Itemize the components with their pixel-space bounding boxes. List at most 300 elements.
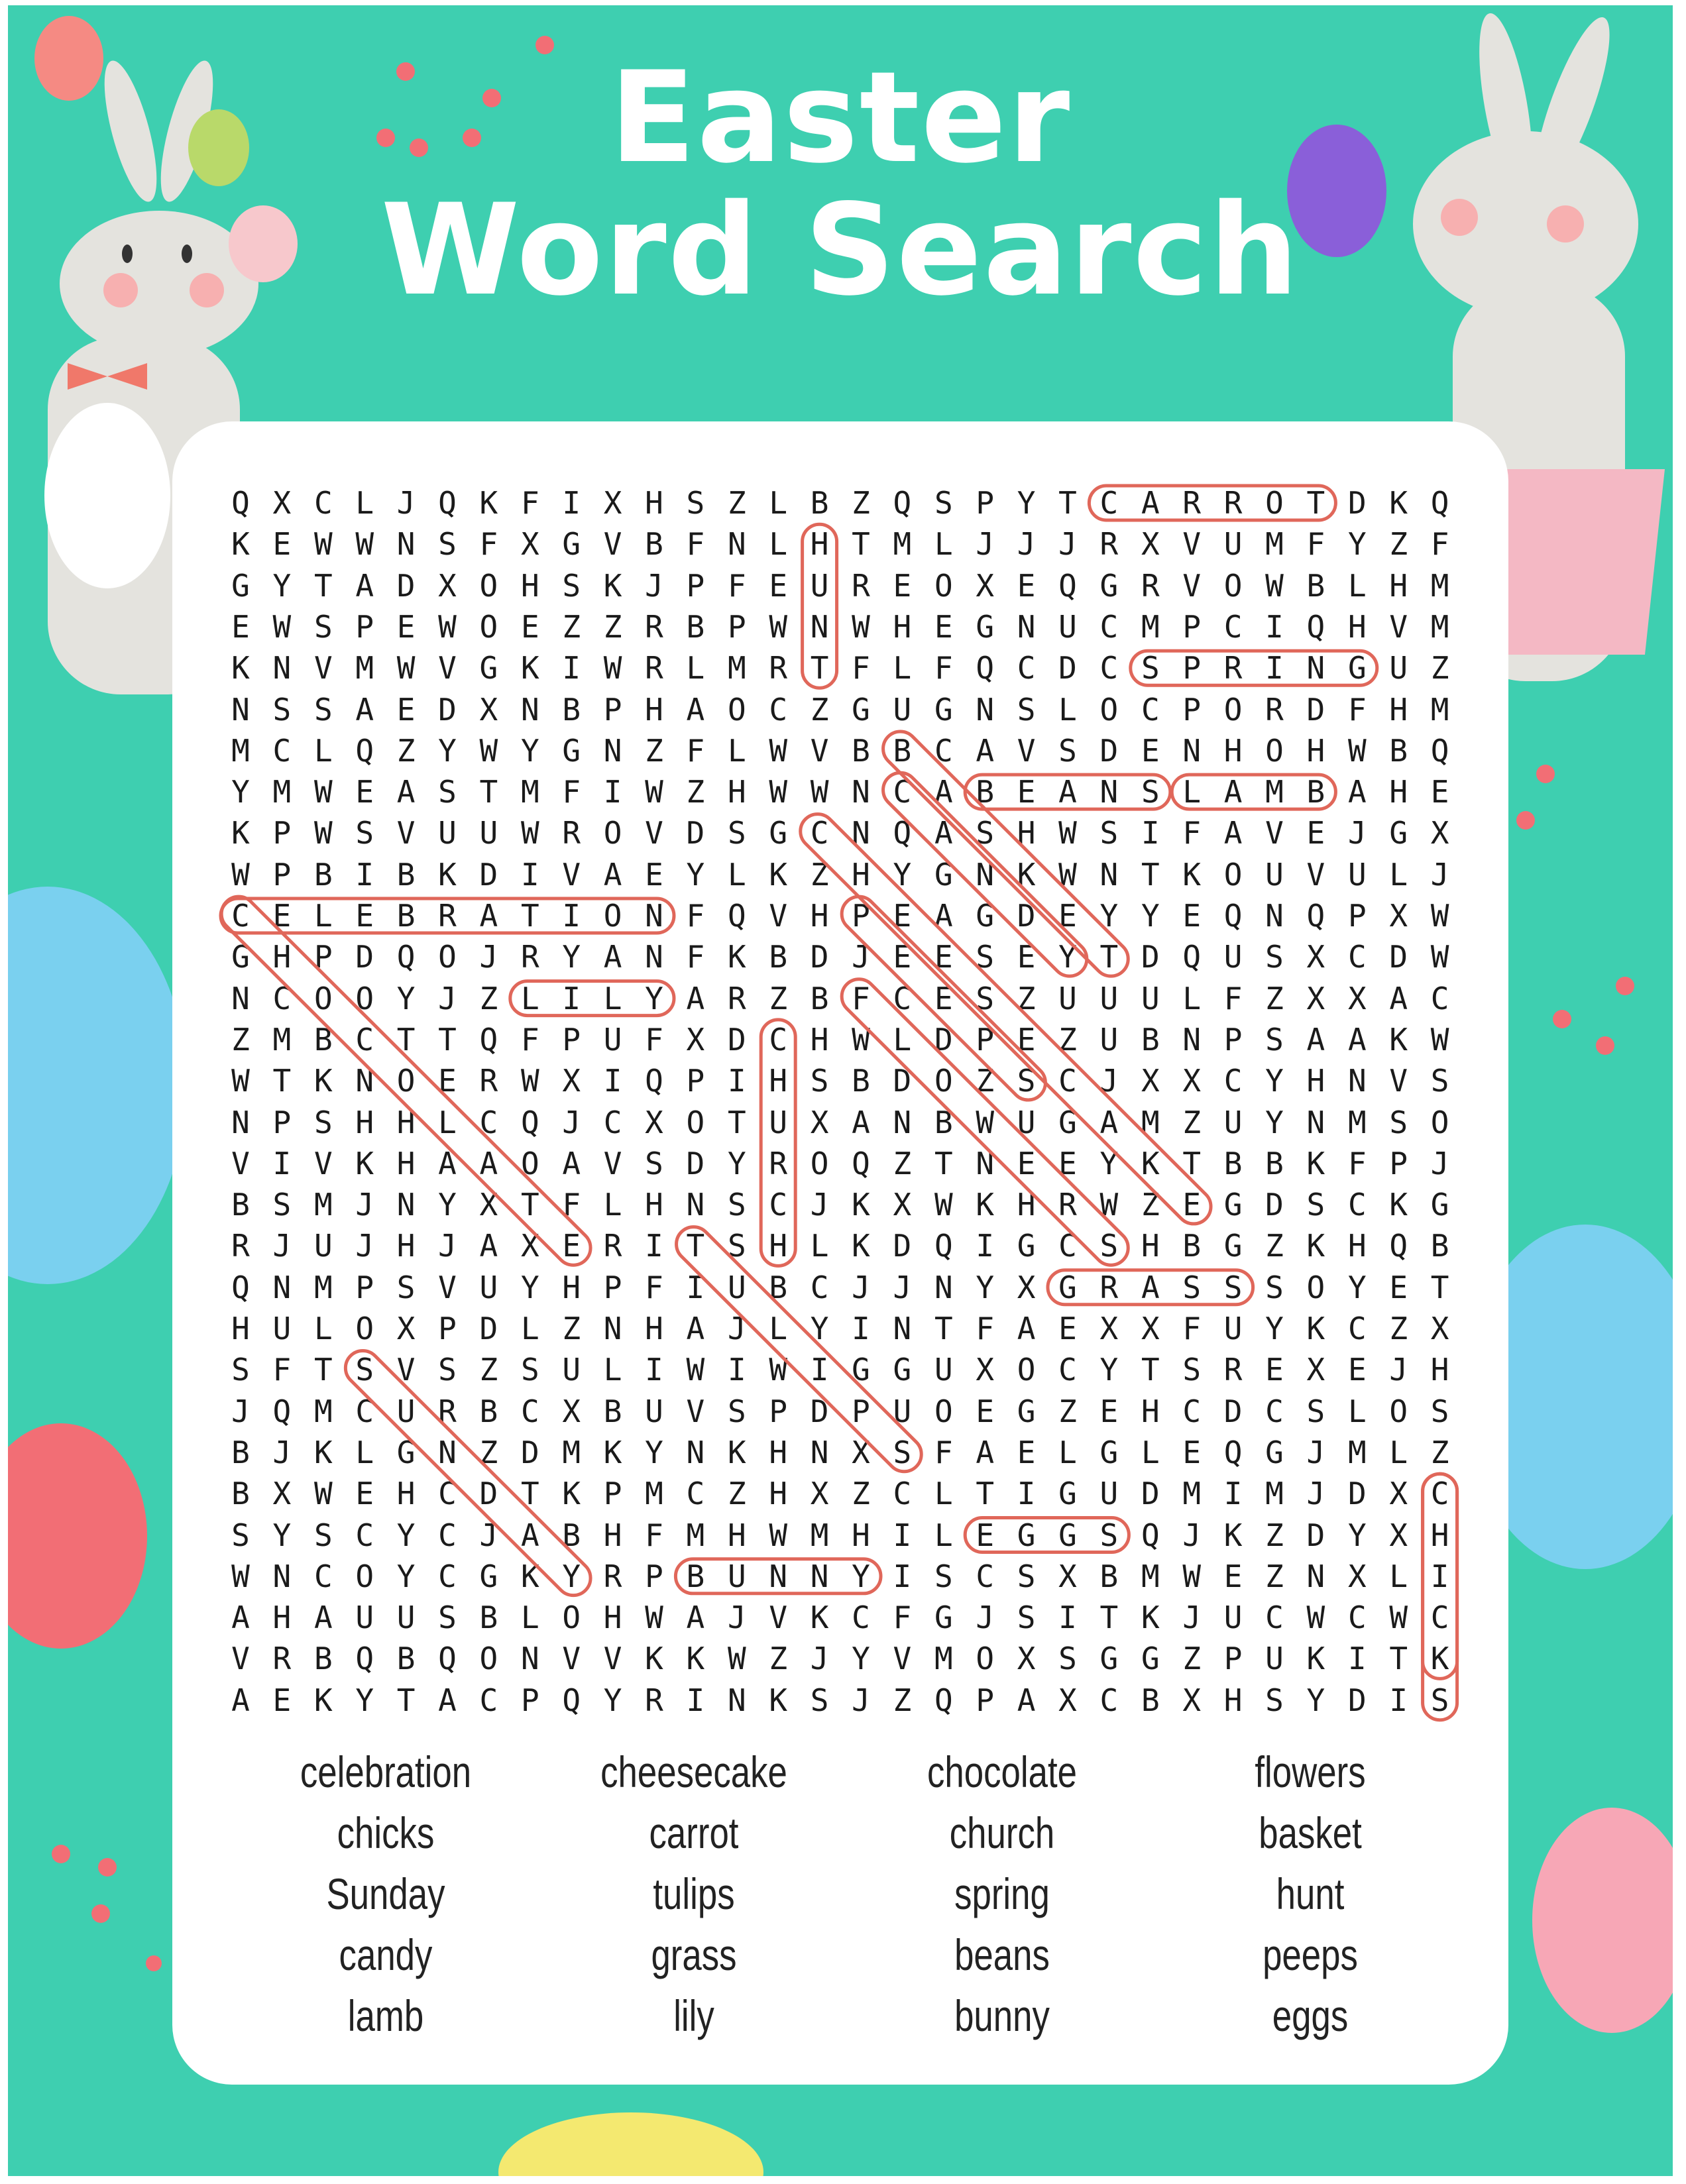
grid-letter[interactable]: X <box>852 1434 870 1470</box>
grid-letter[interactable]: U <box>438 815 457 851</box>
grid-letter[interactable]: F <box>1347 1145 1367 1181</box>
grid-letter[interactable]: F <box>645 1269 663 1305</box>
grid-letter[interactable]: K <box>1306 1228 1325 1264</box>
grid-letter[interactable]: F <box>1347 691 1367 728</box>
grid-letter[interactable]: H <box>1141 1228 1160 1264</box>
grid-letter[interactable]: W <box>852 1021 870 1058</box>
grid-letter[interactable]: C <box>686 1476 705 1512</box>
grid-letter[interactable]: H <box>645 485 663 521</box>
grid-letter[interactable]: K <box>727 939 746 975</box>
grid-letter[interactable]: Y <box>1347 1269 1367 1305</box>
grid-letter[interactable]: H <box>1017 1187 1036 1223</box>
grid-letter[interactable]: Y <box>976 1269 995 1305</box>
grid-letter[interactable]: P <box>727 608 746 645</box>
grid-letter[interactable]: A <box>479 1145 498 1181</box>
grid-letter[interactable]: P <box>852 898 870 934</box>
grid-letter[interactable]: G <box>562 732 581 769</box>
grid-letter[interactable]: A <box>479 898 498 934</box>
grid-letter[interactable]: N <box>810 1434 829 1470</box>
grid-letter[interactable]: C <box>313 485 333 521</box>
grid-letter[interactable]: S <box>562 567 581 604</box>
grid-letter[interactable]: I <box>893 1517 912 1553</box>
grid-letter[interactable]: J <box>1306 1434 1325 1470</box>
grid-letter[interactable]: C <box>893 980 912 1016</box>
grid-letter[interactable]: X <box>520 526 539 563</box>
grid-letter[interactable]: P <box>272 856 292 893</box>
grid-letter[interactable]: V <box>1389 608 1408 645</box>
grid-letter[interactable]: C <box>1430 1476 1449 1512</box>
grid-letter[interactable]: F <box>272 1352 292 1388</box>
grid-letter[interactable]: Q <box>1306 608 1325 645</box>
grid-letter[interactable]: J <box>976 526 995 563</box>
grid-letter[interactable]: K <box>1306 1145 1325 1181</box>
grid-letter[interactable]: E <box>1141 732 1160 769</box>
grid-letter[interactable]: A <box>1141 485 1160 521</box>
grid-letter[interactable]: H <box>893 608 912 645</box>
grid-letter[interactable]: W <box>769 608 788 645</box>
grid-letter[interactable]: F <box>1182 815 1202 851</box>
grid-letter[interactable]: W <box>1347 732 1367 769</box>
grid-letter[interactable]: K <box>313 1063 333 1099</box>
grid-letter[interactable]: O <box>934 567 953 604</box>
grid-letter[interactable]: P <box>976 485 995 521</box>
grid-letter[interactable]: Z <box>231 1021 250 1058</box>
grid-letter[interactable]: I <box>562 980 581 1016</box>
grid-letter[interactable]: B <box>1389 732 1408 769</box>
grid-letter[interactable]: Y <box>438 732 457 769</box>
grid-letter[interactable]: W <box>769 1352 788 1388</box>
grid-letter[interactable]: C <box>1430 1600 1449 1636</box>
grid-letter[interactable]: V <box>769 898 788 934</box>
grid-letter[interactable]: B <box>396 856 416 893</box>
grid-letter[interactable]: I <box>727 1352 746 1388</box>
grid-letter[interactable]: A <box>1389 980 1408 1016</box>
grid-letter[interactable]: D <box>438 691 457 728</box>
grid-letter[interactable]: D <box>1141 939 1160 975</box>
grid-letter[interactable]: E <box>355 898 374 934</box>
grid-letter[interactable]: Z <box>769 980 788 1016</box>
grid-letter[interactable]: W <box>1306 1600 1325 1636</box>
grid-letter[interactable]: O <box>396 1063 416 1099</box>
grid-letter[interactable]: Y <box>438 1187 457 1223</box>
grid-letter[interactable]: F <box>893 1600 912 1636</box>
grid-letter[interactable]: D <box>1347 1476 1367 1512</box>
grid-letter[interactable]: M <box>727 650 746 686</box>
grid-letter[interactable]: G <box>1099 567 1119 604</box>
grid-letter[interactable]: E <box>976 1393 995 1429</box>
grid-letter[interactable]: M <box>686 1517 705 1553</box>
grid-letter[interactable]: C <box>810 815 829 851</box>
grid-letter[interactable]: P <box>1347 898 1367 934</box>
grid-letter[interactable]: V <box>603 526 622 563</box>
grid-letter[interactable]: R <box>603 1558 622 1594</box>
grid-letter[interactable]: W <box>645 774 663 810</box>
grid-letter[interactable]: Y <box>810 1311 829 1346</box>
grid-letter[interactable]: D <box>1141 1476 1160 1512</box>
grid-letter[interactable]: G <box>231 939 250 975</box>
grid-letter[interactable]: M <box>1265 1476 1284 1512</box>
grid-letter[interactable]: S <box>1430 1682 1449 1718</box>
grid-letter[interactable]: E <box>1058 1145 1077 1181</box>
grid-letter[interactable]: D <box>396 567 416 604</box>
grid-letter[interactable]: C <box>438 1517 457 1553</box>
grid-letter[interactable]: X <box>1017 1641 1036 1677</box>
grid-letter[interactable]: G <box>1058 1476 1077 1512</box>
grid-letter[interactable]: H <box>396 1104 416 1140</box>
grid-letter[interactable]: X <box>1389 1517 1408 1553</box>
grid-letter[interactable]: P <box>1182 691 1202 728</box>
grid-letter[interactable]: S <box>1017 1600 1036 1636</box>
grid-letter[interactable]: L <box>893 650 912 686</box>
grid-letter[interactable]: Z <box>1182 1104 1202 1140</box>
grid-letter[interactable]: A <box>686 1311 705 1346</box>
grid-letter[interactable]: W <box>520 815 539 851</box>
grid-letter[interactable]: Q <box>934 1682 953 1718</box>
grid-letter[interactable]: S <box>1141 774 1160 810</box>
grid-letter[interactable]: J <box>852 1269 870 1305</box>
grid-letter[interactable]: Z <box>686 774 705 810</box>
grid-letter[interactable]: B <box>603 1393 622 1429</box>
grid-letter[interactable]: J <box>272 1434 292 1470</box>
grid-letter[interactable]: C <box>1347 1311 1367 1346</box>
grid-letter[interactable]: Z <box>479 1434 498 1470</box>
grid-letter[interactable]: Z <box>603 608 622 645</box>
grid-letter[interactable]: Z <box>1141 1187 1160 1223</box>
grid-letter[interactable]: H <box>727 774 746 810</box>
grid-letter[interactable]: J <box>438 1228 457 1264</box>
grid-letter[interactable]: V <box>769 1600 788 1636</box>
grid-letter[interactable]: R <box>1141 567 1160 604</box>
grid-letter[interactable]: H <box>810 526 829 563</box>
grid-letter[interactable]: G <box>976 898 995 934</box>
grid-letter[interactable]: Z <box>810 691 829 728</box>
grid-letter[interactable]: M <box>1347 1104 1367 1140</box>
grid-letter[interactable]: N <box>520 1641 539 1677</box>
grid-letter[interactable]: W <box>1430 1021 1449 1058</box>
grid-letter[interactable]: U <box>1099 1021 1119 1058</box>
grid-letter[interactable]: S <box>1306 1393 1325 1429</box>
grid-letter[interactable]: B <box>231 1434 250 1470</box>
grid-letter[interactable]: E <box>272 526 292 563</box>
grid-letter[interactable]: S <box>355 1352 374 1388</box>
grid-letter[interactable]: J <box>727 1311 746 1346</box>
grid-letter[interactable]: K <box>603 1434 622 1470</box>
grid-letter[interactable]: B <box>1141 1021 1160 1058</box>
grid-letter[interactable]: Y <box>562 1558 581 1594</box>
grid-letter[interactable]: M <box>1265 774 1284 810</box>
grid-letter[interactable]: E <box>1058 898 1077 934</box>
grid-letter[interactable]: Z <box>1430 650 1449 686</box>
grid-letter[interactable]: C <box>769 1187 788 1223</box>
grid-letter[interactable]: K <box>769 1682 788 1718</box>
grid-letter[interactable]: K <box>810 1600 829 1636</box>
grid-letter[interactable]: C <box>603 1104 622 1140</box>
grid-letter[interactable]: Z <box>1389 1311 1408 1346</box>
grid-letter[interactable]: Q <box>355 732 374 769</box>
grid-letter[interactable]: L <box>727 856 746 893</box>
grid-letter[interactable]: R <box>1223 650 1243 686</box>
grid-letter[interactable]: R <box>1223 1352 1243 1388</box>
grid-letter[interactable]: H <box>852 856 870 893</box>
grid-letter[interactable]: Q <box>1182 939 1202 975</box>
grid-letter[interactable]: A <box>603 939 622 975</box>
grid-letter[interactable]: R <box>1099 526 1119 563</box>
grid-letter[interactable]: V <box>603 1641 622 1677</box>
grid-letter[interactable]: E <box>976 1517 995 1553</box>
grid-letter[interactable]: C <box>1099 1682 1119 1718</box>
grid-letter[interactable]: I <box>852 1311 870 1346</box>
grid-letter[interactable]: Z <box>1058 1393 1077 1429</box>
grid-letter[interactable]: V <box>1017 732 1036 769</box>
grid-letter[interactable]: K <box>852 1228 870 1264</box>
grid-letter[interactable]: I <box>645 1228 663 1264</box>
grid-letter[interactable]: D <box>1306 691 1325 728</box>
grid-letter[interactable]: G <box>934 1600 953 1636</box>
grid-letter[interactable]: A <box>1058 774 1077 810</box>
grid-letter[interactable]: I <box>645 1352 663 1388</box>
grid-letter[interactable]: S <box>976 939 995 975</box>
grid-letter[interactable]: J <box>231 1393 250 1429</box>
grid-letter[interactable]: P <box>355 1269 374 1305</box>
grid-letter[interactable]: P <box>1223 1021 1243 1058</box>
grid-letter[interactable]: X <box>520 1228 539 1264</box>
grid-letter[interactable]: A <box>355 691 374 728</box>
grid-letter[interactable]: W <box>976 1104 995 1140</box>
grid-letter[interactable]: C <box>520 1393 539 1429</box>
grid-letter[interactable]: O <box>934 1063 953 1099</box>
grid-letter[interactable]: U <box>1265 856 1284 893</box>
grid-letter[interactable]: F <box>645 1517 663 1553</box>
grid-letter[interactable]: E <box>396 608 416 645</box>
grid-letter[interactable]: B <box>1099 1558 1119 1594</box>
grid-letter[interactable]: H <box>1430 1517 1449 1553</box>
grid-letter[interactable]: Z <box>852 485 870 521</box>
grid-letter[interactable]: B <box>479 1393 498 1429</box>
grid-letter[interactable]: V <box>603 1145 622 1181</box>
grid-letter[interactable]: C <box>852 1600 870 1636</box>
grid-letter[interactable]: K <box>1389 485 1408 521</box>
grid-letter[interactable]: L <box>313 898 333 934</box>
grid-letter[interactable]: I <box>893 1558 912 1594</box>
grid-letter[interactable]: W <box>852 608 870 645</box>
grid-letter[interactable]: Y <box>1347 526 1367 563</box>
grid-letter[interactable]: O <box>355 1311 374 1346</box>
grid-letter[interactable]: L <box>1058 691 1077 728</box>
grid-letter[interactable]: B <box>976 774 995 810</box>
grid-letter[interactable]: C <box>479 1682 498 1718</box>
grid-letter[interactable]: M <box>272 774 292 810</box>
grid-letter[interactable]: I <box>1347 1641 1367 1677</box>
grid-letter[interactable]: B <box>1430 1228 1449 1264</box>
grid-letter[interactable]: Z <box>479 980 498 1016</box>
grid-letter[interactable]: V <box>1306 856 1325 893</box>
grid-letter[interactable]: L <box>1389 856 1408 893</box>
grid-letter[interactable]: P <box>686 567 705 604</box>
grid-letter[interactable]: T <box>727 1104 746 1140</box>
grid-letter[interactable]: K <box>313 1434 333 1470</box>
grid-letter[interactable]: W <box>479 732 498 769</box>
grid-letter[interactable]: E <box>769 567 788 604</box>
grid-letter[interactable]: S <box>934 1558 953 1594</box>
grid-letter[interactable]: S <box>1306 1187 1325 1223</box>
grid-letter[interactable]: L <box>893 1021 912 1058</box>
grid-letter[interactable]: T <box>1141 1352 1160 1388</box>
grid-letter[interactable]: W <box>396 650 416 686</box>
grid-letter[interactable]: U <box>934 1352 953 1388</box>
grid-letter[interactable]: V <box>686 1393 705 1429</box>
grid-letter[interactable]: K <box>1306 1311 1325 1346</box>
grid-letter[interactable]: X <box>810 1476 829 1512</box>
grid-letter[interactable]: D <box>893 1063 912 1099</box>
grid-letter[interactable]: Q <box>727 898 746 934</box>
grid-letter[interactable]: H <box>603 1600 622 1636</box>
grid-letter[interactable]: H <box>520 567 539 604</box>
grid-letter[interactable]: T <box>976 1476 995 1512</box>
grid-letter[interactable]: L <box>1347 1393 1367 1429</box>
grid-letter[interactable]: M <box>893 526 912 563</box>
grid-letter[interactable]: P <box>686 1063 705 1099</box>
grid-letter[interactable]: Z <box>1017 980 1036 1016</box>
grid-letter[interactable]: G <box>1223 1228 1243 1264</box>
grid-letter[interactable]: T <box>396 1021 416 1058</box>
grid-letter[interactable]: X <box>976 567 995 604</box>
grid-letter[interactable]: A <box>852 1104 870 1140</box>
grid-letter[interactable]: Y <box>520 1269 539 1305</box>
grid-letter[interactable]: D <box>355 939 374 975</box>
grid-letter[interactable]: Y <box>1099 1145 1119 1181</box>
grid-letter[interactable]: J <box>727 1600 746 1636</box>
grid-letter[interactable]: X <box>1430 815 1449 851</box>
grid-letter[interactable]: S <box>1265 1269 1284 1305</box>
grid-letter[interactable]: B <box>231 1476 250 1512</box>
grid-letter[interactable]: R <box>562 815 581 851</box>
grid-letter[interactable]: A <box>1141 1269 1160 1305</box>
grid-letter[interactable]: M <box>313 1187 333 1223</box>
grid-letter[interactable]: G <box>1265 1434 1284 1470</box>
grid-letter[interactable]: E <box>1306 815 1325 851</box>
grid-letter[interactable]: M <box>934 1641 953 1677</box>
grid-letter[interactable]: O <box>313 980 333 1016</box>
grid-letter[interactable]: B <box>231 1187 250 1223</box>
grid-letter[interactable]: L <box>603 980 622 1016</box>
grid-letter[interactable]: B <box>810 485 829 521</box>
grid-letter[interactable]: Q <box>976 650 995 686</box>
grid-letter[interactable]: C <box>1141 691 1160 728</box>
grid-letter[interactable]: D <box>893 1228 912 1264</box>
grid-letter[interactable]: L <box>686 650 705 686</box>
grid-letter[interactable]: A <box>1347 774 1367 810</box>
grid-letter[interactable]: H <box>645 1187 663 1223</box>
grid-letter[interactable]: A <box>934 815 953 851</box>
grid-letter[interactable]: L <box>769 485 788 521</box>
grid-letter[interactable]: U <box>1058 980 1077 1016</box>
grid-letter[interactable]: S <box>893 1434 912 1470</box>
grid-letter[interactable]: A <box>1347 1021 1367 1058</box>
grid-letter[interactable]: Q <box>1223 898 1243 934</box>
grid-letter[interactable]: Z <box>1058 1021 1077 1058</box>
grid-letter[interactable]: W <box>313 774 333 810</box>
grid-letter[interactable]: E <box>1182 898 1202 934</box>
grid-letter[interactable]: O <box>686 1104 705 1140</box>
grid-letter[interactable]: S <box>1099 815 1119 851</box>
grid-letter[interactable]: Z <box>396 732 416 769</box>
grid-letter[interactable]: A <box>438 1682 457 1718</box>
grid-letter[interactable]: T <box>852 526 870 563</box>
grid-letter[interactable]: C <box>1430 980 1449 1016</box>
grid-letter[interactable]: N <box>1099 856 1119 893</box>
grid-letter[interactable]: C <box>1058 1352 1077 1388</box>
grid-letter[interactable]: I <box>1141 815 1160 851</box>
grid-letter[interactable]: G <box>562 526 581 563</box>
grid-letter[interactable]: S <box>1099 1517 1119 1553</box>
grid-letter[interactable]: C <box>1265 1393 1284 1429</box>
grid-letter[interactable]: Q <box>934 1228 953 1264</box>
grid-letter[interactable]: U <box>1223 1600 1243 1636</box>
grid-letter[interactable]: S <box>645 1145 663 1181</box>
grid-letter[interactable]: N <box>976 856 995 893</box>
grid-letter[interactable]: S <box>1017 1558 1036 1594</box>
grid-letter[interactable]: U <box>1099 980 1119 1016</box>
grid-letter[interactable]: A <box>1223 774 1243 810</box>
grid-letter[interactable]: C <box>355 1393 374 1429</box>
grid-letter[interactable]: S <box>396 1269 416 1305</box>
grid-letter[interactable]: R <box>1265 691 1284 728</box>
grid-letter[interactable]: H <box>769 1476 788 1512</box>
grid-letter[interactable]: X <box>562 1393 581 1429</box>
grid-letter[interactable]: L <box>1347 567 1367 604</box>
grid-letter[interactable]: P <box>603 691 622 728</box>
grid-letter[interactable]: E <box>355 1476 374 1512</box>
grid-letter[interactable]: U <box>603 1021 622 1058</box>
grid-letter[interactable]: H <box>562 1269 581 1305</box>
grid-letter[interactable]: X <box>1182 1063 1202 1099</box>
grid-letter[interactable]: K <box>1430 1641 1449 1677</box>
grid-letter[interactable]: O <box>438 939 457 975</box>
grid-letter[interactable]: U <box>893 691 912 728</box>
grid-letter[interactable]: N <box>520 691 539 728</box>
grid-letter[interactable]: X <box>1141 1063 1160 1099</box>
grid-letter[interactable]: V <box>1389 1063 1408 1099</box>
grid-letter[interactable]: E <box>272 898 292 934</box>
grid-letter[interactable]: N <box>231 1104 250 1140</box>
grid-letter[interactable]: N <box>1182 732 1202 769</box>
grid-letter[interactable]: C <box>1223 608 1243 645</box>
grid-letter[interactable]: J <box>810 1641 829 1677</box>
grid-letter[interactable]: J <box>396 485 416 521</box>
grid-letter[interactable]: S <box>727 815 746 851</box>
grid-letter[interactable]: D <box>479 1311 498 1346</box>
grid-letter[interactable]: X <box>645 1104 663 1140</box>
grid-letter[interactable]: S <box>313 691 333 728</box>
grid-letter[interactable]: G <box>1347 650 1367 686</box>
grid-letter[interactable]: U <box>1223 1311 1243 1346</box>
grid-letter[interactable]: L <box>1141 1434 1160 1470</box>
grid-letter[interactable]: X <box>1141 1311 1160 1346</box>
grid-letter[interactable]: K <box>1017 856 1036 893</box>
grid-letter[interactable]: Y <box>893 856 912 893</box>
grid-letter[interactable]: N <box>396 526 416 563</box>
grid-letter[interactable]: S <box>438 526 457 563</box>
grid-letter[interactable]: R <box>727 980 746 1016</box>
grid-letter[interactable]: Q <box>396 939 416 975</box>
grid-letter[interactable]: B <box>934 1104 953 1140</box>
grid-letter[interactable]: U <box>1017 1104 1036 1140</box>
grid-letter[interactable]: H <box>1223 732 1243 769</box>
grid-letter[interactable]: S <box>438 1600 457 1636</box>
grid-letter[interactable]: W <box>727 1641 746 1677</box>
grid-letter[interactable]: K <box>852 1187 870 1223</box>
grid-letter[interactable]: O <box>976 1641 995 1677</box>
